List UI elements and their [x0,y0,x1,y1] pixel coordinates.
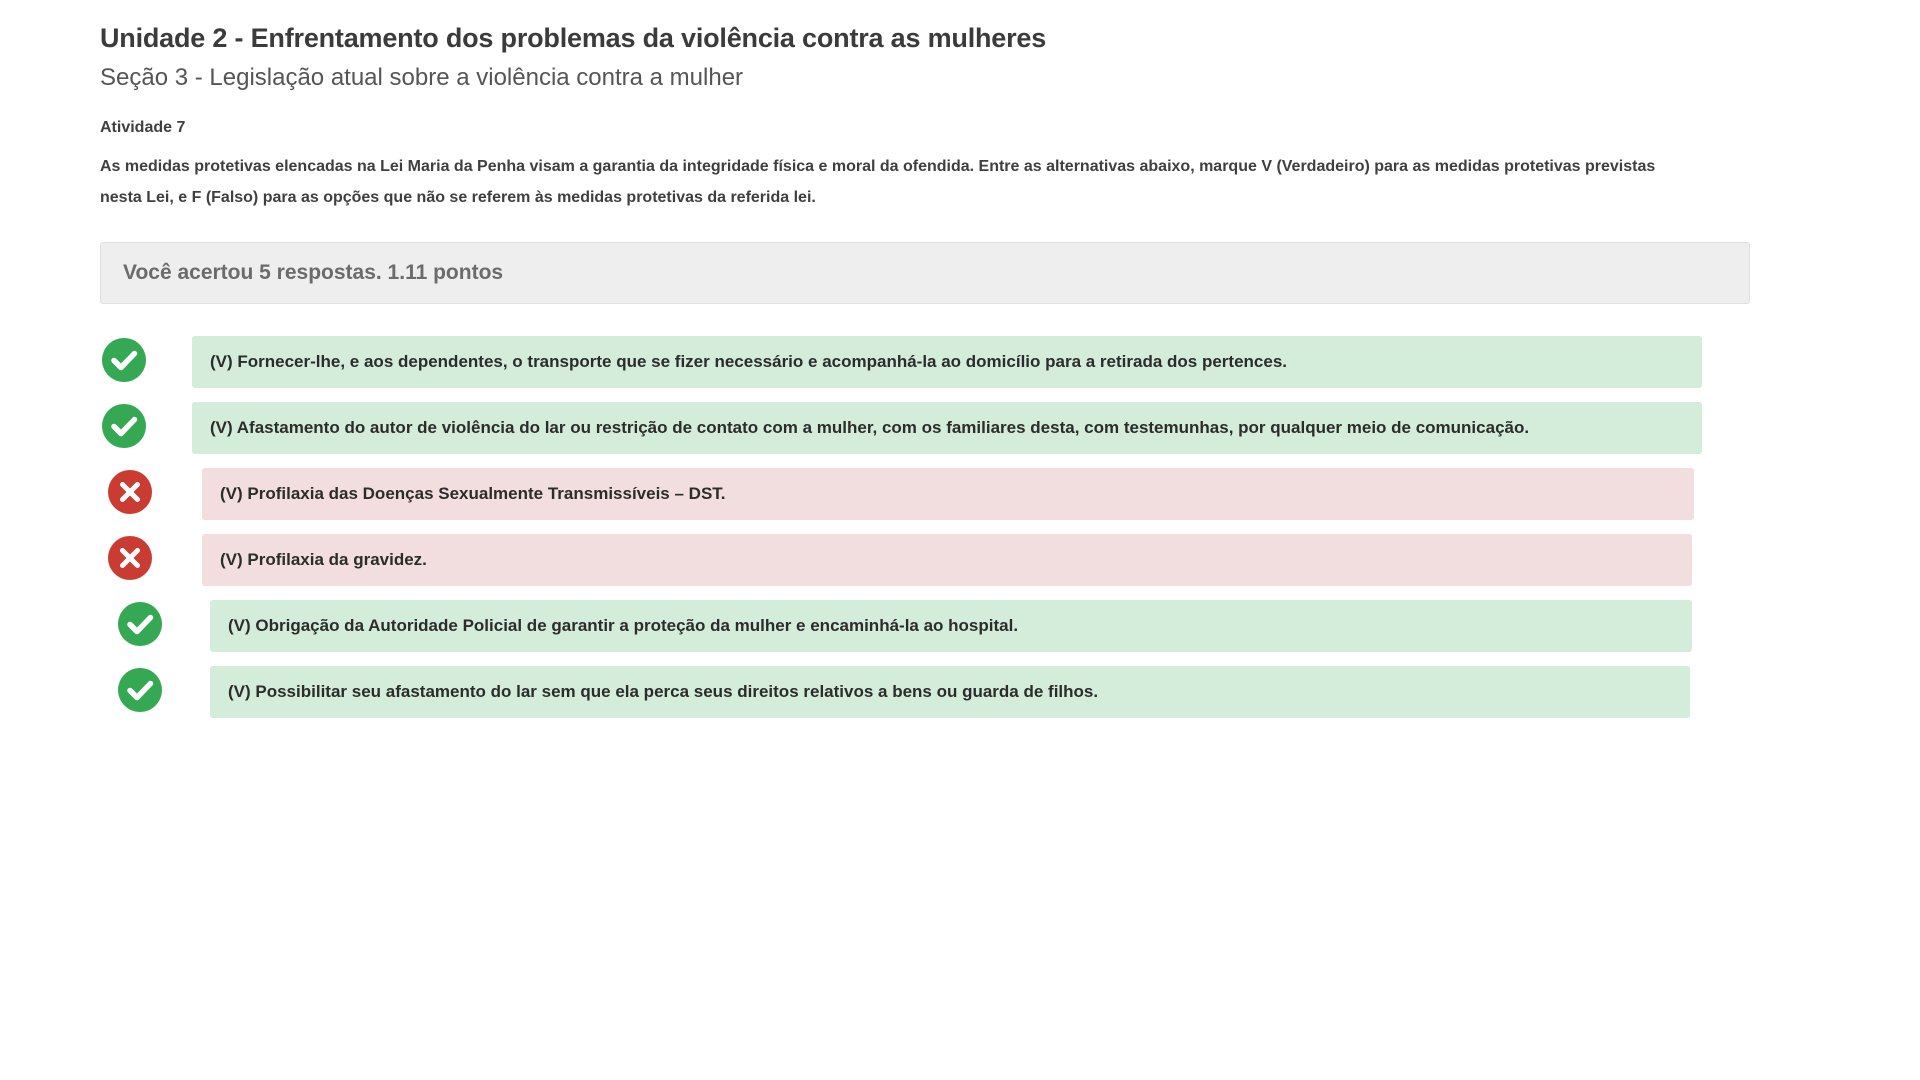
list-item [100,534,1760,586]
check-circle-icon [102,338,146,382]
answer-text: (V) Profilaxia da gravidez. [202,534,1692,586]
score-text: Você acertou 5 respostas. 1.11 pontos [123,260,504,284]
x-circle-icon [108,536,152,580]
list-item [100,468,1760,520]
list-item [100,666,1760,718]
answer-text: (V) Afastamento do autor de violência do lar ou restrição de contato com a mulher, com os familiares desta, com testemunhas, por qualquer meio de comunicação. [192,402,1702,454]
answer-text: (V) Profilaxia das Doenças Sexualmente Transmissíveis – DST. [202,468,1694,520]
list-item [100,600,1760,652]
check-circle-icon [118,668,162,712]
check-circle-icon [102,404,146,448]
check-circle-icon [118,602,162,646]
activity-statement: As medidas protetivas elencadas na Lei Maria da Penha visam a garantia da integridade física e moral da ofendida. Entre as alternativas abaixo, marque V (Verdadeiro) para as medidas protetivas previstas nesta Lei, e F (Falso) para as opções que não se referem às medidas protetivas da referida lei. [100,158,1656,207]
answer-text: (V) Obrigação da Autoridade Policial de garantir a proteção da mulher e encaminhá-la ao hospital. [210,600,1692,652]
unit-title: Unidade 2 - Enfrentamento dos problemas da violência contra as mulheres [100,23,1047,53]
activity-content [100,0,1820,732]
section-title: Seção 3 - Legislação atual sobre a violência contra a mulher [100,64,744,92]
score-banner [100,242,1750,304]
answer-text: (V) Fornecer-lhe, e aos dependentes, o transporte que se fizer necessário e acompanhá-la ao domicílio para a retirada dos pertences. [192,336,1702,388]
list-item [100,336,1760,388]
answer-text: (V) Possibilitar seu afastamento do lar sem que ela perca seus direitos relativos a bens ou guarda de filhos. [210,666,1690,718]
list-item [100,402,1760,454]
x-circle-icon [108,470,152,514]
activity-label: Atividade 7 [100,119,186,137]
answers-list [100,336,1760,718]
